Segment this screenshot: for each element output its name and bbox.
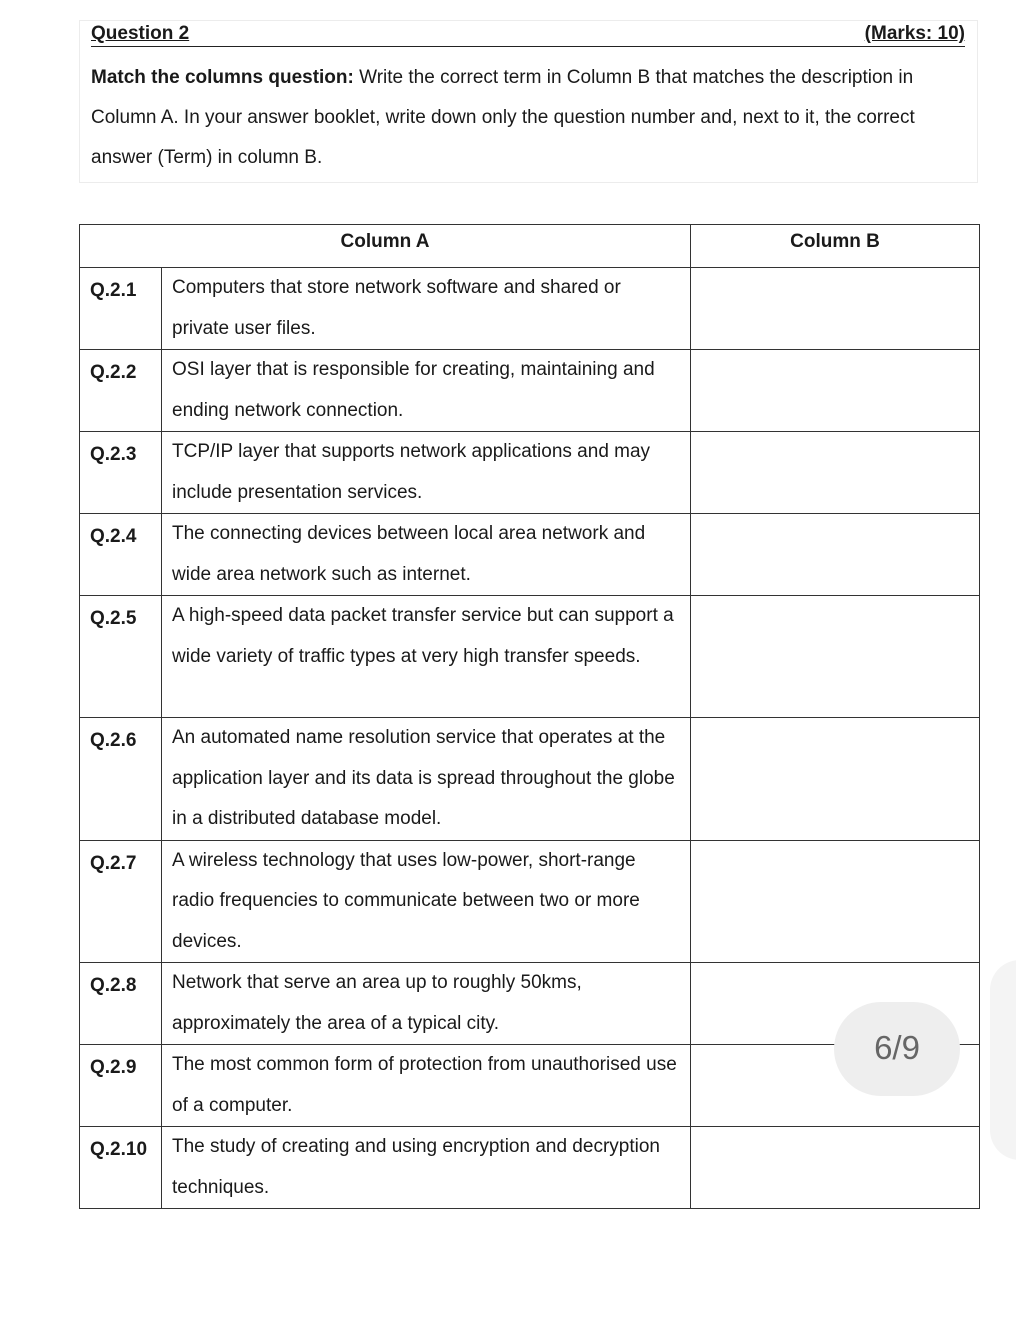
- instruction-lead: Match the columns question:: [91, 67, 354, 88]
- question-title: Question 2: [91, 23, 190, 44]
- answer-cell[interactable]: [691, 840, 980, 963]
- question-description: TCP/IP layer that supports network applications and may include presentation services.: [162, 432, 691, 514]
- question-description: The connecting devices between local area network and wide area network such as internet.: [162, 514, 691, 596]
- table-row: [80, 432, 980, 514]
- question-description: An automated name resolution service that operates at the application layer and its data is spread throughout the globe in a distributed database model.: [162, 718, 691, 841]
- question-description: The study of creating and using encryption and decryption techniques.: [162, 1127, 691, 1209]
- table-row: [80, 840, 980, 963]
- question-number: Q.2.3: [80, 432, 162, 514]
- question-number: Q.2.7: [80, 840, 162, 963]
- question-number: Q.2.10: [80, 1127, 162, 1209]
- column-a-header: Column A: [80, 225, 691, 268]
- answer-cell[interactable]: [691, 596, 980, 718]
- question-number: Q.2.8: [80, 963, 162, 1045]
- question-description: A high-speed data packet transfer service but can support a wide variety of traffic types at very high transfer speeds.: [162, 596, 691, 718]
- question-description: Network that serve an area up to roughly 50kms, approximately the area of a typical city.: [162, 963, 691, 1045]
- column-b-header: Column B: [691, 225, 980, 268]
- question-number: Q.2.9: [80, 1045, 162, 1127]
- question-description: Computers that store network software and shared or private user files.: [162, 268, 691, 350]
- question-number: Q.2.2: [80, 350, 162, 432]
- table-row: [80, 350, 980, 432]
- page-indicator: 6/9: [834, 1002, 960, 1096]
- question-description: A wireless technology that uses low-power, short-range radio frequencies to communicate between two or more devices.: [162, 840, 691, 963]
- question-number: Q.2.5: [80, 596, 162, 718]
- question-number: Q.2.6: [80, 718, 162, 841]
- answer-cell[interactable]: [691, 268, 980, 350]
- answer-cell[interactable]: [691, 1127, 980, 1209]
- table-row: [80, 514, 980, 596]
- question-description: OSI layer that is responsible for creating, maintaining and ending network connection.: [162, 350, 691, 432]
- table-row: [80, 596, 980, 718]
- instructions: [91, 58, 971, 178]
- question-number: Q.2.1: [80, 268, 162, 350]
- table-header-row: [80, 225, 980, 268]
- question-marks: (Marks: 10): [864, 23, 965, 44]
- instruction-text: Write the correct term in Column B that matches the description in Column A. In your answer booklet, write down only the question number and, next to it, the correct answer (Term) in column B.: [91, 67, 915, 168]
- answer-cell[interactable]: [691, 350, 980, 432]
- table-row: [80, 1127, 980, 1209]
- question-description: The most common form of protection from unauthorised use of a computer.: [162, 1045, 691, 1127]
- scroll-edge-shadow: [990, 960, 1016, 1160]
- question-title-row: [91, 22, 965, 47]
- answer-cell[interactable]: [691, 718, 980, 841]
- question-number: Q.2.4: [80, 514, 162, 596]
- table-row: [80, 268, 980, 350]
- answer-cell[interactable]: [691, 432, 980, 514]
- table-row: [80, 718, 980, 841]
- answer-cell[interactable]: [691, 514, 980, 596]
